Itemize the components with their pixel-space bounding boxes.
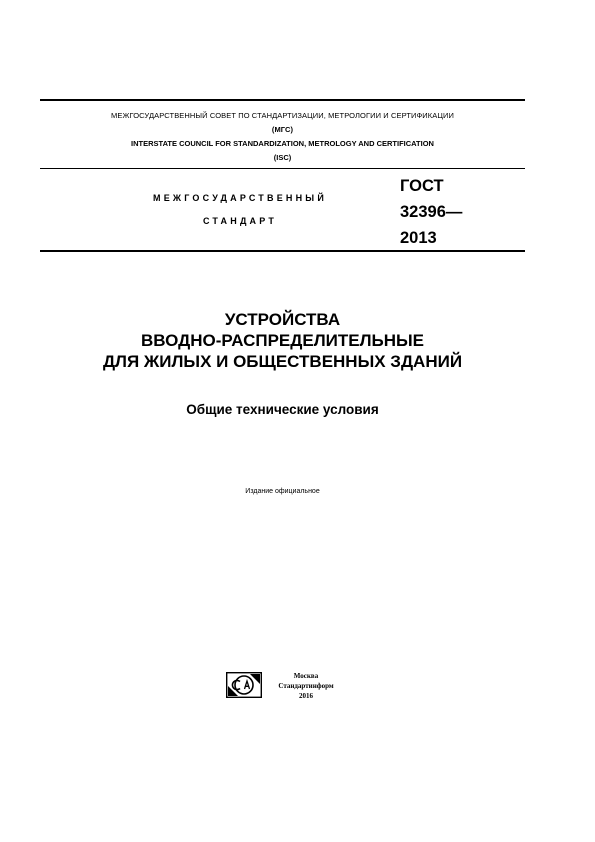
standard-type-line2: СТАНДАРТ — [202, 216, 278, 226]
council-header — [40, 109, 525, 165]
edition-note: Издание официальное — [245, 488, 320, 495]
standartinform-logo-icon — [226, 672, 262, 698]
designation-prefix: ГОСТ — [400, 177, 444, 195]
standard-designation — [400, 173, 462, 251]
council-abbr-ru: (МГС) — [271, 125, 294, 134]
top-rule — [40, 99, 525, 101]
council-name-en: INTERSTATE COUNCIL FOR STANDARDIZATION, METROLOGY AND CERTIFICATION — [131, 139, 434, 148]
document-subtitle: Общие технические условия — [186, 402, 379, 417]
council-name-ru: МЕЖГОСУДАРСТВЕННЫЙ СОВЕТ ПО СТАНДАРТИЗАЦИИ, МЕТРОЛОГИИ И СЕРТИФИКАЦИИ — [111, 111, 454, 120]
designation-number: 32396— — [400, 203, 463, 221]
council-abbr-en: (ISC) — [273, 153, 292, 162]
standard-type — [110, 187, 370, 233]
publisher-year: 2016 — [299, 692, 313, 700]
title-line3: ДЛЯ ЖИЛЫХ И ОБЩЕСТВЕННЫХ ЗДАНИЙ — [102, 352, 463, 371]
publisher-name: Стандартинформ — [278, 682, 334, 690]
publisher-city: Москва — [293, 672, 319, 680]
title-line2: ВВОДНО-РАСПРЕДЕЛИТЕЛЬНЫЕ — [141, 331, 424, 350]
document-title — [40, 309, 525, 372]
designation-year: 2013 — [400, 229, 437, 247]
title-line1: УСТРОЙСТВА — [224, 310, 341, 329]
standard-type-line1: МЕЖГОСУДАРСТВЕННЫЙ — [153, 193, 327, 203]
middle-rule — [40, 168, 525, 169]
publisher-info — [266, 671, 346, 701]
bottom-rule — [40, 250, 525, 252]
